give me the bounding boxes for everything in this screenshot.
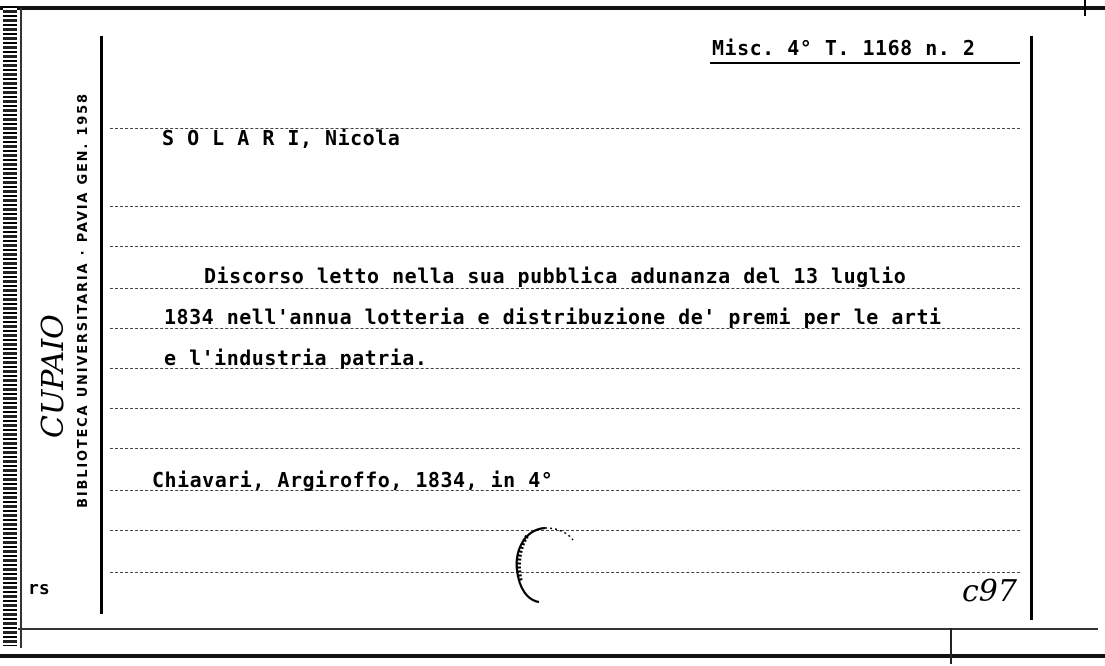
author-heading: S O L A R I, Nicola [162, 126, 401, 150]
card-bottom-rule [18, 628, 1098, 630]
far-right-tick [1084, 0, 1086, 16]
card-left-edge [3, 6, 17, 646]
title-line-3: e l'industria patria. [164, 346, 428, 370]
ruled-line [110, 206, 1020, 207]
title-line-2: 1834 nell'annua lotteria e distribuzione de' premi per le arti [164, 305, 942, 329]
card-bottom-edge [0, 654, 1105, 658]
call-number: Misc. 4° T. 1168 n. 2 [712, 36, 976, 60]
card-left-edge-line [20, 8, 22, 648]
ruled-line [110, 288, 1020, 289]
handwritten-note [34, 314, 74, 438]
call-number-underline [710, 62, 1020, 64]
right-margin-rule [1030, 36, 1033, 620]
ruled-line [110, 408, 1020, 409]
imprint: Chiavari, Argiroffo, 1834, in 4° [152, 468, 554, 492]
punch-hole-mark [505, 522, 585, 606]
card-top-edge [0, 6, 1105, 10]
card-bottom-stub [950, 628, 952, 664]
inventory-mark: c97 [962, 574, 1017, 609]
ruled-line [110, 246, 1020, 247]
library-stamp [76, 70, 106, 530]
library-stamp-text: BIBLIOTECA UNIVERSITARIA · PAVIA GEN. 1958 [76, 92, 91, 508]
title-line-1: Discorso letto nella sua pubblica adunanza del 13 luglio [204, 264, 907, 288]
ruled-line [110, 448, 1020, 449]
cataloguer-initials: rs [28, 578, 50, 599]
handwritten-note-text: CUPAIO [36, 314, 71, 438]
